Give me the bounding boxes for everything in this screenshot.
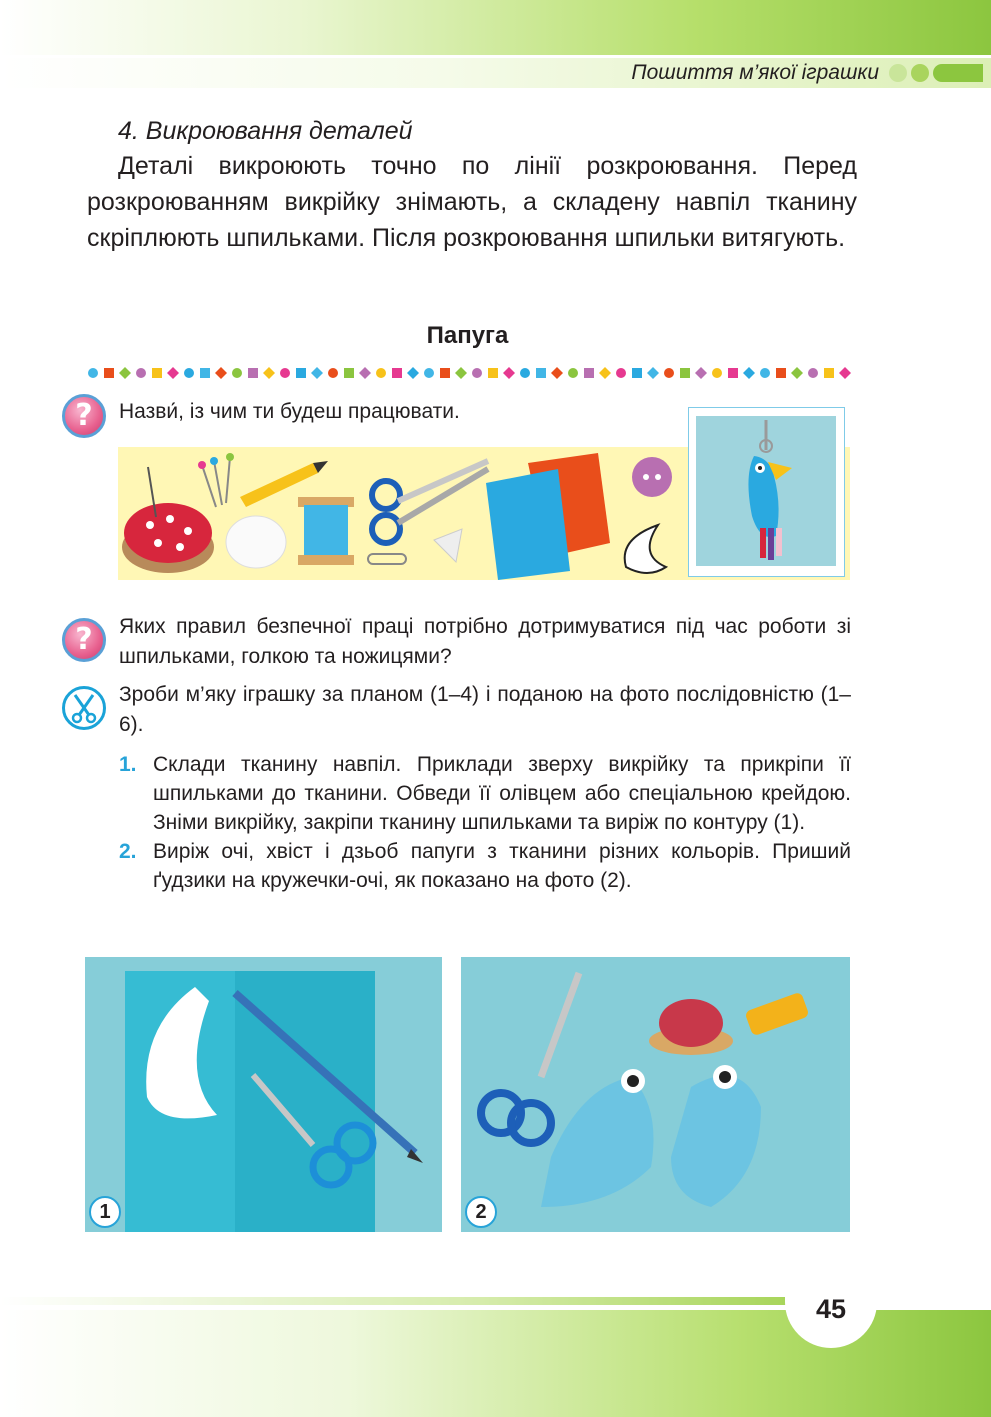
decorative-shape <box>152 368 162 378</box>
photo-1-illustration <box>85 957 442 1232</box>
decorative-shape <box>232 368 242 378</box>
header-band <box>0 0 991 55</box>
project-title: Папуга <box>426 322 509 349</box>
decorative-shape <box>824 368 834 378</box>
decorative-shape <box>599 367 611 379</box>
step-text: Склади тканину навпіл. Приклади зверху викрійку та прикріпи її шпильками до тканини. Обведи її олівцем або спеціальною крейдою. Зніми викрійку, закріпи тканину шпильками та виріж по контуру (1). <box>153 753 851 834</box>
decorative-shape <box>791 367 803 379</box>
decorative-shape <box>568 368 578 378</box>
step-item <box>119 837 851 895</box>
decorative-shape <box>488 368 498 378</box>
decorative-shape <box>296 368 306 378</box>
decorative-shape <box>392 368 402 378</box>
decorative-shape <box>328 368 338 378</box>
decorative-shape <box>215 367 227 379</box>
decorative-shape <box>119 367 131 379</box>
parrot-toy-photo <box>688 407 845 577</box>
decorative-shape <box>344 368 354 378</box>
decorative-shape <box>776 368 786 378</box>
question-icon: ? <box>62 618 106 662</box>
question-icon: ? <box>62 394 106 438</box>
decorative-shape <box>616 368 626 378</box>
decorative-shape <box>376 368 386 378</box>
section-body: Деталі викроюють точно по лінії розкроювання. Перед розкроюванням викрійку знімають, а складену навпіл тканину скріплюють шпильками. Після розкроювання шпильки витягують. <box>87 152 857 252</box>
header-dot <box>889 64 907 82</box>
decorative-shape <box>136 368 146 378</box>
step-number: 1. <box>119 753 137 776</box>
steps-list <box>119 750 851 895</box>
step-text: Виріж очі, хвіст і дзьоб папуги з тканини різних кольорів. Приший ґудзики на кружечки-очі, як показано на фото (2). <box>153 840 851 892</box>
decorative-shape <box>728 368 738 378</box>
decorative-shape <box>200 368 210 378</box>
photo-step-2 <box>461 957 850 1232</box>
header-tab <box>933 64 983 82</box>
photo-2-illustration <box>461 957 850 1232</box>
decorative-shape <box>248 368 258 378</box>
decorative-shape <box>743 367 755 379</box>
parrot-illustration <box>696 416 836 566</box>
decorative-shape <box>263 367 275 379</box>
decorative-shape <box>839 367 851 379</box>
question-1-text: Назви́, із чим ти будеш працювати. <box>119 400 460 423</box>
decorative-shape <box>424 368 434 378</box>
decorative-shape <box>520 368 530 378</box>
decorative-shape <box>311 367 323 379</box>
step-item <box>119 750 851 837</box>
decorative-shape <box>440 368 450 378</box>
header-dots <box>889 64 983 82</box>
decorative-shape <box>536 368 546 378</box>
page-number: 45 <box>815 1294 847 1324</box>
decorative-shape <box>280 368 290 378</box>
decorative-shape <box>359 367 371 379</box>
decorative-shape <box>88 368 98 378</box>
decorative-shape <box>632 368 642 378</box>
decorative-shape <box>472 368 482 378</box>
header-dot <box>911 64 929 82</box>
decorative-shape-row <box>87 365 857 381</box>
decorative-shape <box>184 368 194 378</box>
decorative-shape <box>712 368 722 378</box>
decorative-shape <box>455 367 467 379</box>
decorative-shape <box>407 367 419 379</box>
scissors-icon <box>62 686 106 730</box>
decorative-shape <box>503 367 515 379</box>
decorative-shape <box>760 368 770 378</box>
decorative-shape <box>584 368 594 378</box>
running-head-title: Пошиття м’якої іграшки <box>631 61 879 84</box>
photo-step-1 <box>85 957 442 1232</box>
step-number: 2. <box>119 840 137 863</box>
decorative-shape <box>647 367 659 379</box>
photo-number-badge: 1 <box>89 1196 121 1228</box>
footer-line <box>0 1297 800 1305</box>
task-text: Зроби м’яку іграшку за планом (1–4) і поданою на фото послідовністю (1–6). <box>119 683 851 736</box>
section-title: 4. Викроювання деталей <box>118 117 413 145</box>
photo-number-badge: 2 <box>465 1196 497 1228</box>
decorative-shape <box>664 368 674 378</box>
decorative-shape <box>104 368 114 378</box>
decorative-shape <box>680 368 690 378</box>
decorative-shape <box>808 368 818 378</box>
decorative-shape <box>167 367 179 379</box>
decorative-shape <box>695 367 707 379</box>
question-2-text: Яких правил безпечної праці потрібно дотримуватися під час роботи зі шпильками, голкою та ножицями? <box>119 615 851 668</box>
decorative-shape <box>551 367 563 379</box>
